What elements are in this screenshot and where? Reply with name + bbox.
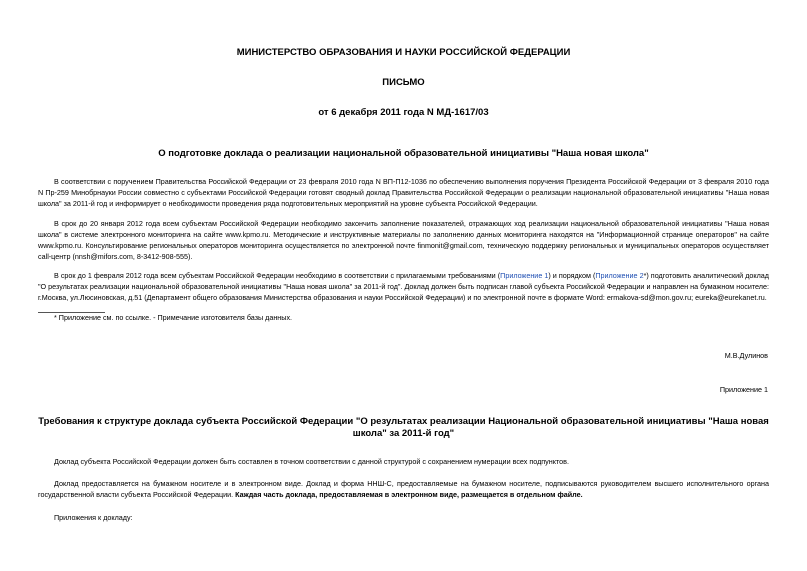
requirements-paragraph-2-bold: Каждая часть доклада, предоставляемая в электронном виде, размещается в отдельном файле. <box>235 490 583 499</box>
body-paragraph-3-text-a: В срок до 1 февраля 2012 года всем субъектам Российской Федерации необходимо в соответствии с прилагаемыми требованиями ( <box>54 271 501 280</box>
requirements-paragraph-3: Приложения к докладу: <box>54 513 133 522</box>
body-paragraph-1 <box>38 176 769 209</box>
body-paragraph-3-text-c: *) подготовить аналитический доклад "О результатах реализации национальной образовательной инициативы "Наша новая школа" за 2011-й год". Доклад должен быть подписан главой субъекта Российской Федерации и направлен на бумажном носителе: г.Москва, ул.Люсиновская, д.51 (Департамент общего образования Министерства образования и науки Российской Федерации) и по электронной почте в формате Word: ermakova-sd@mon.gov.ru; eureka@eurekanet.ru. <box>38 271 769 302</box>
requirements-paragraph-1: Доклад субъекта Российской Федерации должен быть составлен в точном соответствии с данной структурой с сохранением нумерации всех подпунктов. <box>54 457 569 466</box>
annex-1-link[interactable]: Приложение 1 <box>500 271 549 280</box>
requirements-title: Требования к структуре доклада субъекта Российской Федерации "О результатах реализации Национальной образовательной инициативы "Наша новая школа" за 2011-й год" <box>38 416 769 439</box>
annex-2-link[interactable]: Приложение 2 <box>595 271 644 280</box>
footnote: * Приложение см. по ссылке. - Примечание изготовителя базы данных. <box>54 313 293 322</box>
annex-label: Приложение 1 <box>719 385 768 394</box>
ministry-heading: МИНИСТЕРСТВО ОБРАЗОВАНИЯ И НАУКИ РОССИЙСКОЙ ФЕДЕРАЦИИ <box>236 47 571 58</box>
body-paragraph-2-text: В срок до 20 января 2012 года всем субъектам Российской Федерации необходимо закончить заполнение показателей, отражающих ход реализации национальной образовательной инициативы "Наша новая школа" в системе электронного мониторинга на сайте www.kpmo.ru. Методические и инструктивные материалы по заполнению данных мониторинга находятся на "Информационной странице операторов" на сайте www.kpmo.ru. Консультирование региональных операторов мониторинга осуществляется по электронной почте finmonit@gmail.com, техническую поддержку региональных и муниципальных операторов осуществляет call-центр (nnsh@mifors.com, 8-3412-908-555). <box>38 219 769 261</box>
document-subject-heading: О подготовке доклада о реализации национальной образовательной инициативы "Наша новая школа" <box>158 148 649 159</box>
body-paragraph-1-text: В соответствии с поручением Правительства Российской Федерации от 23 февраля 2010 года N ВП-П12-1036 по обеспечению выполнения поручения Президента Российской Федерации от 3 февраля 2010 года N Пр-259 Минобрнауки России совместно с субъектами Российской Федерации готовят сводный доклад Правительства Российской Федерации о реализации национальной образовательной инициативы "Наша новая школа" за 2011-й год и информирует о необходимости проведения ряда подготовительных мероприятий на уровне субъекта Российской Федерации. <box>38 177 769 208</box>
document-type-heading: ПИСЬМО <box>382 77 425 88</box>
body-paragraph-3-text-b: ) и порядком ( <box>548 271 596 280</box>
signature: М.В.Дулинов <box>724 351 768 360</box>
document-date-heading: от 6 декабря 2011 года N МД-1617/03 <box>318 107 489 118</box>
requirements-paragraph-2 <box>38 478 769 500</box>
body-paragraph-3 <box>38 270 769 303</box>
requirements-paragraph-2-text: Доклад предоставляется на бумажном носителе и в электронном виде. Доклад и форма ННШ-С, предоставляемые на бумажном носителе, подписываются руководителем высшего исполнительного органа государственной власти субъекта Российской Федерации. <box>38 479 769 499</box>
body-paragraph-2 <box>38 218 769 262</box>
